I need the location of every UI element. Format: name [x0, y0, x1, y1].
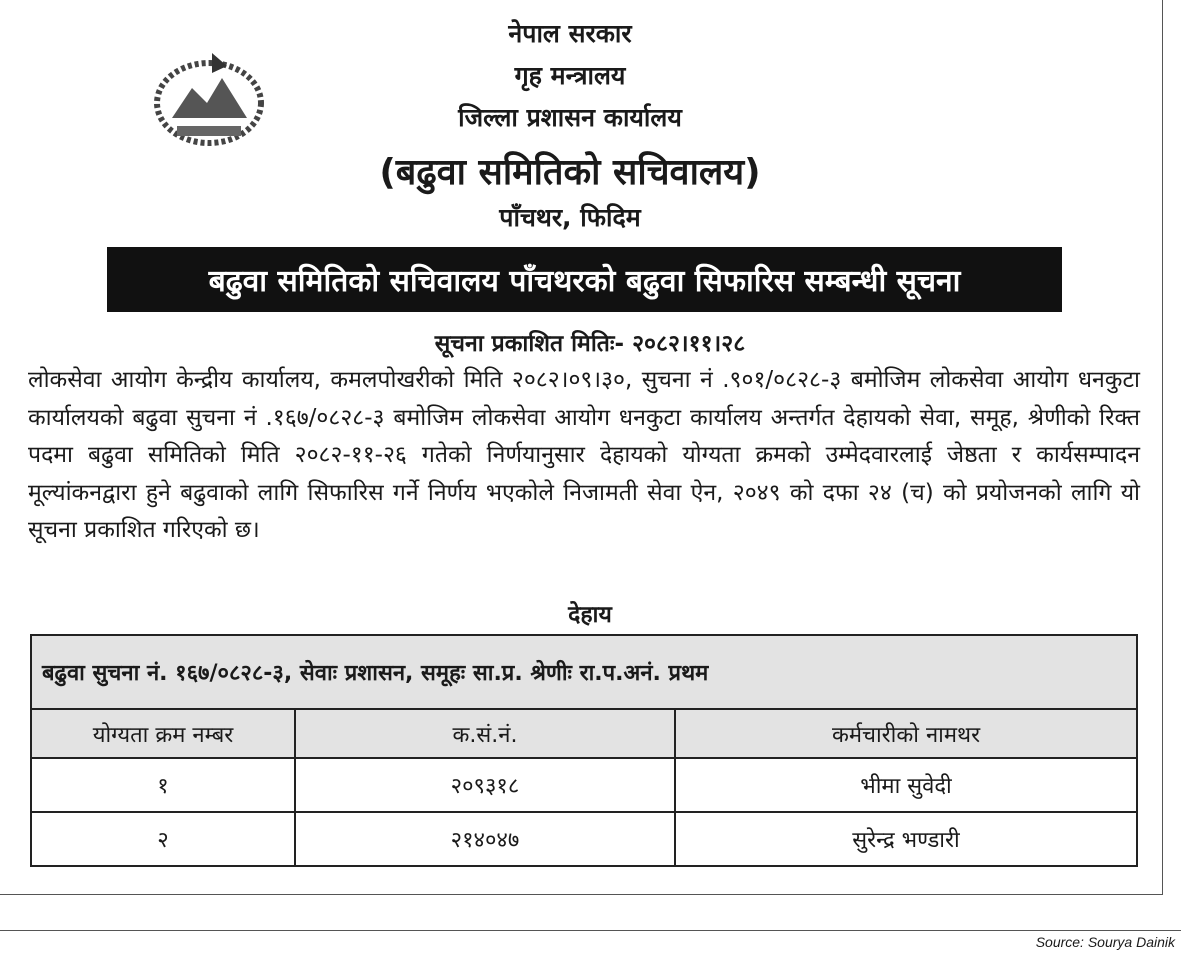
- table-header-row: [31, 709, 1137, 758]
- col-code: क.सं.नं.: [295, 709, 675, 758]
- table-row: [31, 758, 1137, 812]
- header-secretariat: (बढुवा समितिको सचिवालय): [379, 152, 761, 193]
- header-office: जिल्ला प्रशासन कार्यालय: [458, 103, 682, 132]
- published-date: सूचना प्रकाशित मितिः- २०८२।११।२८: [434, 331, 746, 357]
- header-location: पाँचथर, फिदिम: [499, 203, 641, 232]
- col-name: कर्मचारीको नामथर: [675, 709, 1137, 758]
- notice-body: लोकसेवा आयोग केन्द्रीय कार्यालय, कमलपोखरीको मिति २०८२।०९।३०, सुचना नं .९०१/०८२८-३ बमोजिम लोकसेवा आयोग धनकुटा कार्यालयको बढुवा सुचना नं .१६७/०८२८-३ बमोजिम लोकसेवा आयोग धनकुटा कार्यालय अन्तर्गत देहायको सेवा, समूह, श्रेणीको रिक्त पदमा बढुवा समितिको मिति २०८२-११-२६ गतेको निर्णयानुसार देहायको योग्यता क्रमको उम्मेदवारलाई जेष्ठता र कार्यसम्पादन मूल्यांकनद्वारा हुने बढुवाको लागि सिफारिस गर्ने निर्णय भएकोले निजामती सेवा ऐन, २०४९ को दफा २४ (च) को प्रयोजनको लागि यो सूचना प्रकाशित गरिएको छ।: [28, 367, 1140, 543]
- footer-divider: [0, 930, 1181, 931]
- table-row: [31, 812, 1137, 866]
- cell-name: भीमा सुवेदी: [675, 758, 1137, 812]
- promotion-table: [30, 634, 1138, 867]
- cell-rank: १: [31, 758, 295, 812]
- cell-code: २०९३१८: [295, 758, 675, 812]
- section-title: देहाय: [568, 602, 612, 628]
- header-ministry: गृह मन्त्रालय: [514, 61, 626, 90]
- source-credit: Source: Sourya Dainik: [1035, 934, 1175, 950]
- header-government: नेपाल सरकार: [508, 19, 632, 48]
- cell-code: २१४०४७: [295, 812, 675, 866]
- col-rank: योग्यता क्रम नम्बर: [31, 709, 295, 758]
- table-caption: बढुवा सुचना नं. १६७/०८२८-३, सेवाः प्रशासन, समूहः सा.प्र. श्रेणीः रा.प.अनं. प्रथम: [31, 635, 1137, 709]
- cell-rank: २: [31, 812, 295, 866]
- table-caption-row: [31, 635, 1137, 709]
- cell-name: सुरेन्द्र भण्डारी: [675, 812, 1137, 866]
- notice-title-banner: बढुवा समितिको सचिवालय पाँचथरको बढुवा सिफारिस सम्बन्धी सूचना: [107, 247, 1062, 312]
